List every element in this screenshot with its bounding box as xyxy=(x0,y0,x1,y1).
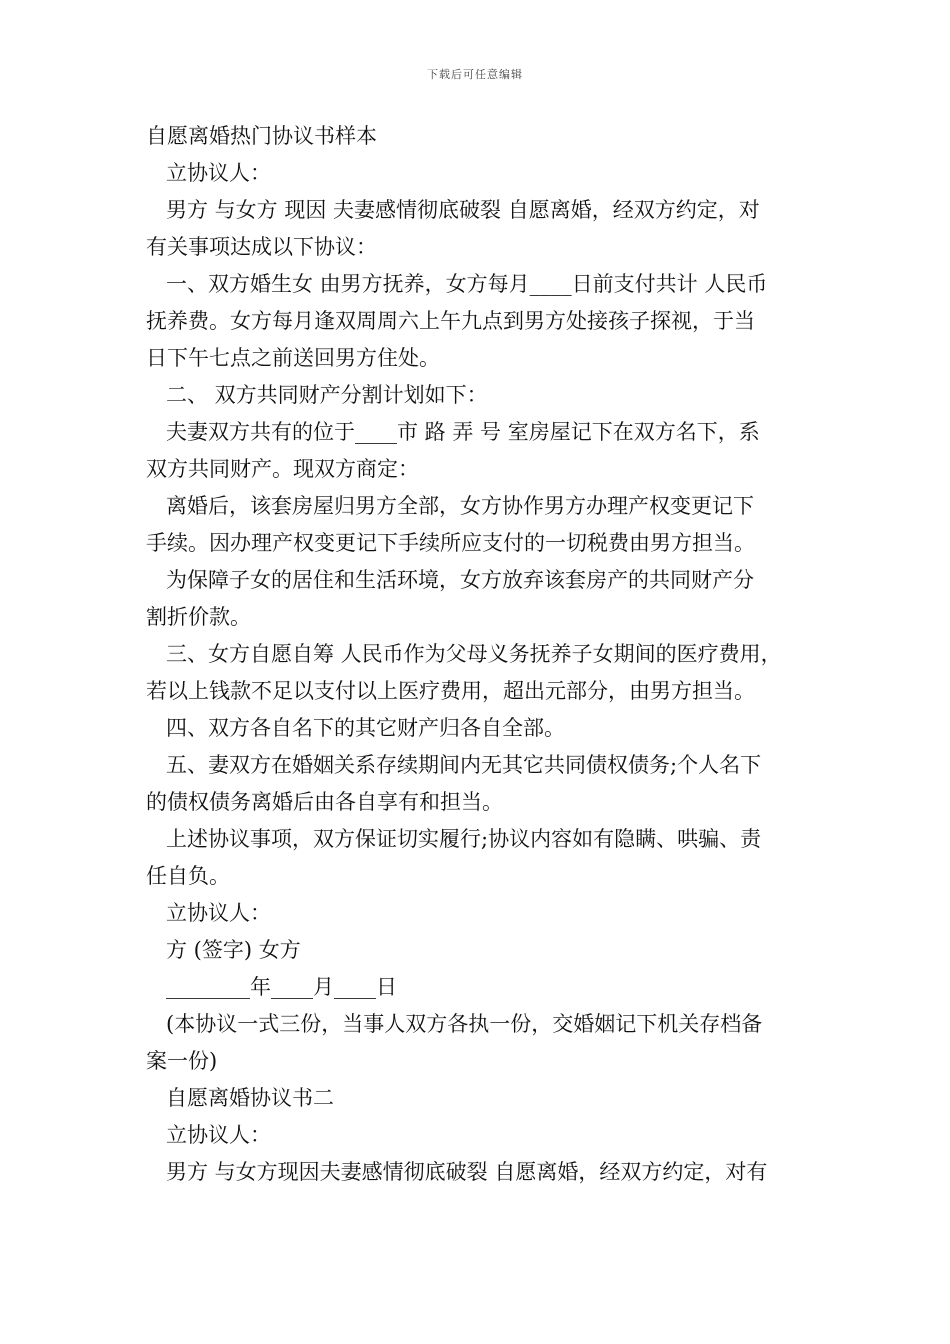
text-line: 立协议人： xyxy=(166,161,271,185)
text-line: 若以上钱款不足以支付以上医疗费用，超出元部分，由男方担当。 xyxy=(146,679,755,703)
text-line: 三、女方自愿自筹 人民币作为父母义务抚养子女期间的医疗费用， xyxy=(166,642,782,666)
text-line: 五、妻双方在婚姻关系存续期间内无其它共同债权债务;个人名下 xyxy=(166,753,762,777)
signature-line: 方 (签字) 女方 xyxy=(166,938,301,962)
text-line: 男方 与女方 现因 夫妻感情彻底破裂 自愿离婚，经双方约定，对 xyxy=(166,198,760,222)
text-line: 二、 双方共同财产分割计划如下： xyxy=(166,383,488,407)
text-line: 的债权债务离婚后由各自享有和担当。 xyxy=(146,790,503,814)
text-line: 立协议人： xyxy=(166,1123,271,1147)
section-title: 自愿离婚协议书二 xyxy=(166,1086,334,1110)
text-line: 立协议人： xyxy=(166,901,271,925)
text-line: 手续。因办理产权变更记下手续所应支付的一切税费由男方担当。 xyxy=(146,531,755,555)
text-line: 四、双方各自名下的其它财产归各自全部。 xyxy=(166,716,565,740)
text-line: 任自负。 xyxy=(146,864,230,888)
document-body xyxy=(146,118,814,1191)
text-line: 离婚后，该套房屋归男方全部，女方协作男方办理产权变更记下 xyxy=(166,494,754,518)
date-line: ________年____月____日 xyxy=(166,975,397,999)
text-line: 日下午七点之前送回男方住处。 xyxy=(146,346,440,370)
text-line: (本协议一式三份，当事人双方各执一份，交婚姻记下机关存档备 xyxy=(166,1012,763,1036)
text-line: 一、双方婚生女 由男方抚养，女方每月____日前支付共计 人民币 xyxy=(166,272,768,296)
text-line: 男方 与女方现因夫妻感情彻底破裂 自愿离婚，经双方约定，对有 xyxy=(166,1160,768,1184)
text-line: 抚养费。女方每月逢双周周六上午九点到男方处接孩子探视，于当 xyxy=(146,309,755,333)
text-line: 上述协议事项，双方保证切实履行;协议内容如有隐瞒、哄骗、责 xyxy=(166,827,762,851)
text-line: 有关事项达成以下协议： xyxy=(146,235,377,259)
text-line: 案一份) xyxy=(146,1049,218,1073)
document-title: 自愿离婚热门协议书样本 xyxy=(146,124,377,148)
text-line: 为保障子女的居住和生活环境，女方放弃该套房产的共同财产分 xyxy=(166,568,754,592)
text-line: 双方共同财产。现双方商定： xyxy=(146,457,419,481)
text-line: 割折价款。 xyxy=(146,605,251,629)
header-note: 下载后可任意编辑 xyxy=(427,68,523,81)
text-line: 夫妻双方共有的位于____市 路 弄 号 室房屋记下在双方名下，系 xyxy=(166,420,760,444)
